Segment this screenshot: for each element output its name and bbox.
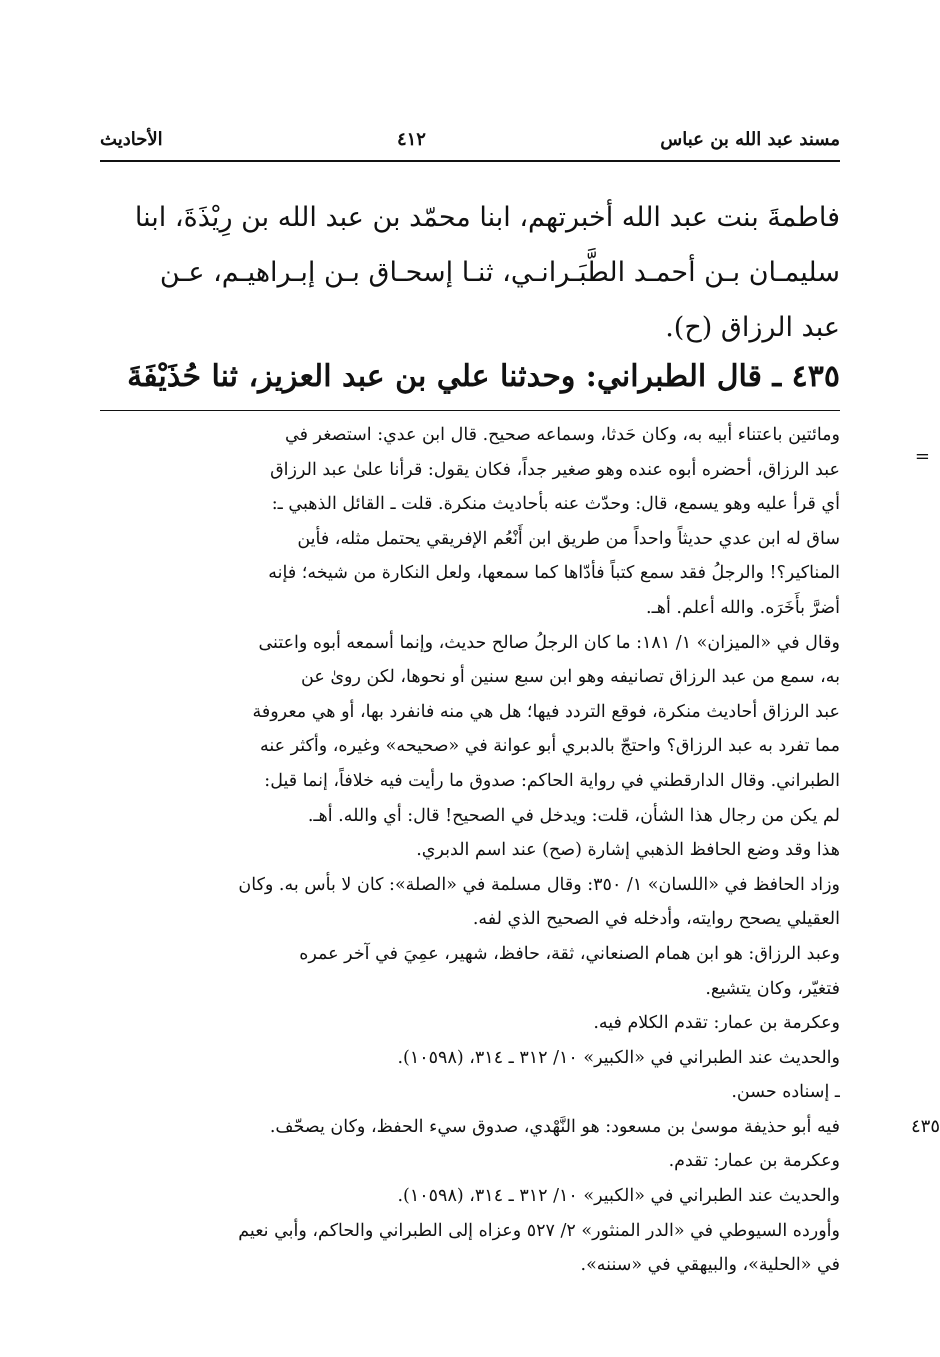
main-text-line: عبد الرزاق (ح). [665,312,840,343]
footnote-line: الطبراني. وقال الدارقطني في رواية الحاكم: صدوق ما رأيت فيه خلافاً، إنما قيل: [264,770,840,791]
footnote-line: هذا وقد وضع الحافظ الذهبي إشارة (صح) عند اسم الدبري. [416,840,840,861]
footnote-line: وأورده السيوطي في «الدر المنثور» ٢/ ٥٢٧ وعزاه إلى الطبراني والحاكم، وأبي نعيم [238,1220,840,1241]
footnote-line: أضرَّ بأَخَرَه. والله أعلم. أهـ. [646,597,840,618]
footnote-line: العقيلي يصحح روايته، وأدخله في الصحيح الذي لفه. [472,909,840,930]
footnote-line: فتغيّر، وكان يتشيع. [705,978,840,999]
footnotes [100,418,940,1283]
footnote-line: والحديث عند الطبراني في «الكبير» ١٠/ ٣١٢ ـ ٣١٤، (١٠٥٩٨). [397,1186,840,1207]
footnote-line: وعكرمة بن عمار: تقدم. [668,1151,840,1172]
footnote-line: وعبد الرزاق: هو ابن همام الصنعاني، ثقة، حافظ، شهير، عمِيَ في آخر عمره [299,943,840,964]
footnote-line: وزاد الحافظ في «اللسان» ١/ ٣٥٠: وقال مسلمة في «الصلة»: كان لا بأس به. وكان [238,874,840,895]
header-divider [100,160,840,162]
footnote-line: والحديث عند الطبراني في «الكبير» ١٠/ ٣١٢ ـ ٣١٤، (١٠٥٩٨). [397,1047,840,1068]
continuation-mark: = [914,446,930,467]
footnote-line: وعكرمة بن عمار: تقدم الكلام فيه. [593,1013,840,1034]
footnote-line: ـ إسناده حسن. [731,1082,840,1103]
footnote-line: ساق له ابن عدي حديثاً واحداً من طريق ابن أَنْعُم الإفريقي يحتمل مثله، فأين [297,528,840,549]
footnote-line: به، سمع من عبد الرزاق تصانيفه وهو ابن سبع سنين أو نحوها، لكن روىٰ عن [301,667,840,688]
page-number: ٤١٢ [396,128,426,150]
section-title: الأحاديث [100,128,163,150]
footnote-line: في «الحلية»، والبيهقي في «سننه». [580,1255,840,1276]
running-header [100,124,840,154]
main-text [100,190,840,355]
hadith-heading: ٤٣٥ ـ قال الطبراني: وحدثنا علي بن عبد العزيز، ثنا حُذَيْفَةَ [127,359,840,394]
footnote-line: لم يكن من رجال هذا الشأن، قلت: ويدخل في الصحيح! قال: أي والله. أهـ. [307,805,840,826]
main-text-line: سليمـان بـن أحمـد الطَّبَـرانـي، ثنـا إسحـاق بـن إبـراهيـم، عـن [159,257,840,288]
footnote-line: عبد الرزاق، أحضره أبوه عنده وهو صغير جداً، فكان يقول: قرأنا علىٰ عبد الرزاق [270,459,840,480]
footnote-divider [100,410,840,411]
footnote-line: مما تفرد به عبد الرزاق؟ واحتجّ بالدبري أبو عوانة في «صحيحه» وغيره، وأكثر عنه [259,736,840,757]
footnote-line: فيه أبو حذيفة موسىٰ بن مسعود: هو النَّهْدي، صدوق سيء الحفظ، وكان يصحّف. [269,1116,840,1137]
footnote-line: المناكير؟! والرجلُ فقد سمع كتباً فأدّاها كما سمعها، ولعل النكارة من شيخه؛ فإنه [268,563,840,584]
footnote-line: أي قرأ عليه وهو يسمع، قال: وحدّث عنه بأحاديث منكرة. قلت ـ القائل الذهبي ـ: [271,494,840,515]
main-text-line: فاطمةَ بنت عبد الله أخبرتهم، ابنا محمّد بن عبد الله بن رِيْذَةَ، ابنا [134,202,840,233]
footnote-line: عبد الرزاق أحاديث منكرة، فوقع التردد فيها؛ هل هي منه فانفرد بها، أو هي معروفة [252,701,840,722]
book-title: مسند عبد الله بن عباس [660,128,840,150]
footnote-line: ومائتين باعتناء أبيه به، وكان حَدثا، وسماعه صحيح. قال ابن عدي: استصغر في [285,425,840,445]
footnote-line: وقال في «الميزان» ١/ ١٨١: ما كان الرجلُ صالح حديث، وإنما أسمعه أبوه واعتنى [258,632,840,653]
footnote-number: ٤٣٥ [910,1116,940,1137]
